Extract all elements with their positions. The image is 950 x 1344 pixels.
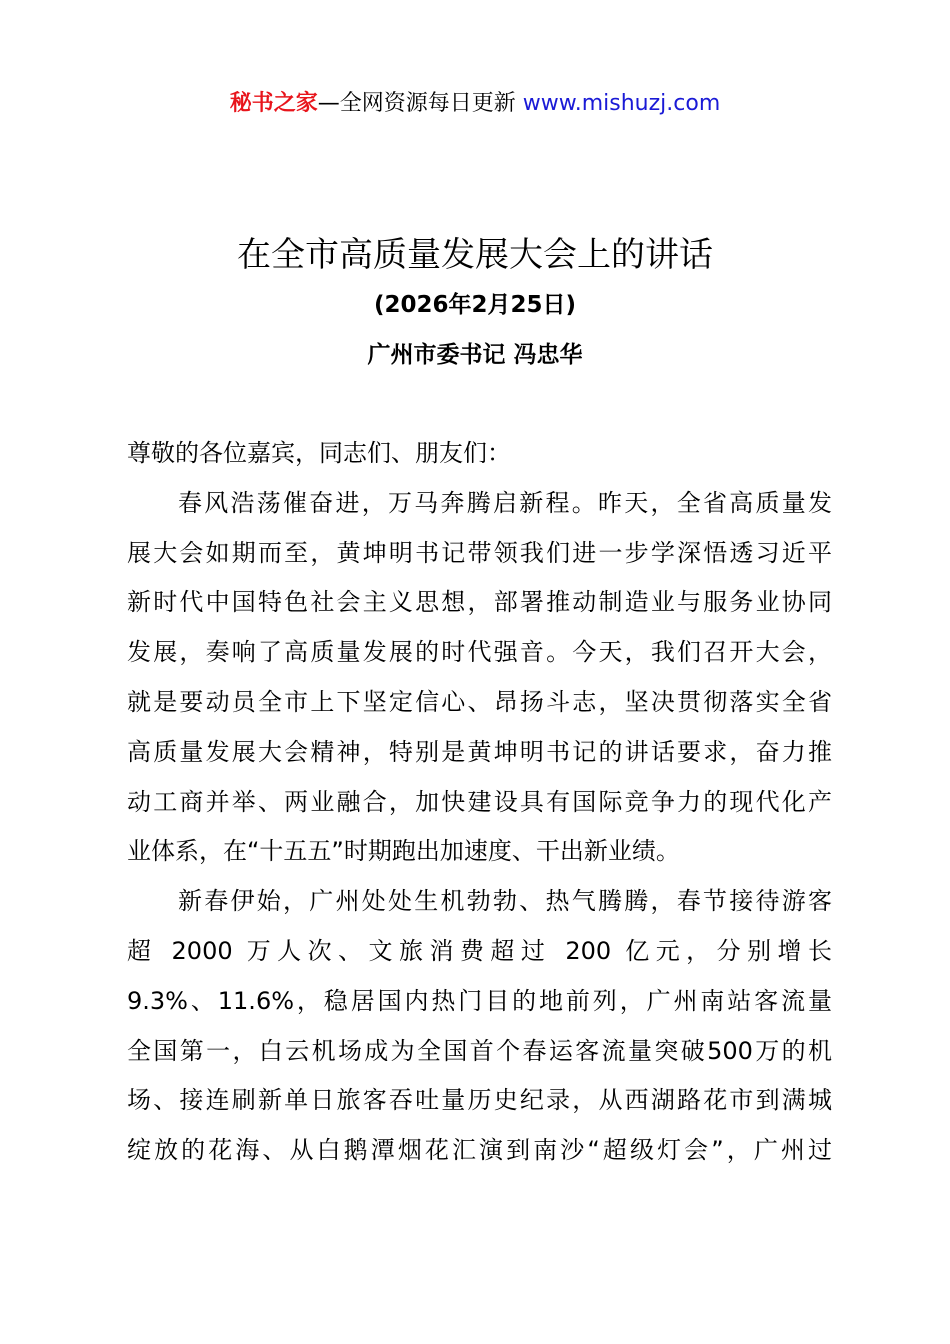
paragraph-line: 发展，奏响了高质量发展的时代强音。今天，我们召开大会， xyxy=(127,638,832,667)
document-date: (2026年2月25日) xyxy=(373,292,577,318)
paragraph-line: 超 2000 万人次、文旅消费超过 200 亿元，分别增长 xyxy=(127,936,832,965)
document-author: 广州市委书记 冯忠华 xyxy=(367,342,583,368)
paragraph-line: 场、接连刷新单日旅客吞吐量历史纪录，从西湖路花市到满城 xyxy=(127,1086,832,1115)
paragraph-line: 动工商并举、两业融合，加快建设具有国际竞争力的现代化产 xyxy=(127,787,832,816)
document-title: 在全市高质量发展大会上的讲话 xyxy=(237,235,713,275)
paragraph-line: 9.3%、11.6%，稳居国内热门目的地前列，广州南站客流量 xyxy=(127,986,832,1015)
paragraph-line: 就是要动员全市上下坚定信心、昂扬斗志，坚决贯彻落实全省 xyxy=(127,687,832,716)
salutation: 尊敬的各位嘉宾，同志们、朋友们： xyxy=(127,439,511,467)
brand-name: 秘书之家 xyxy=(229,91,318,116)
document-body xyxy=(127,435,832,1182)
paragraph-line: 展大会如期而至，黄坤明书记带领我们进一步学深悟透习近平 xyxy=(127,538,832,567)
paragraph-line: 绽放的花海、从白鹅潭烟花汇演到南沙“超级灯会”，广州过 xyxy=(127,1136,832,1165)
banner-tagline: —全网资源每日更新 xyxy=(317,91,523,116)
paragraph-line: 业体系，在“十五五”时期跑出加速度、干出新业绩。 xyxy=(127,837,680,866)
site-banner xyxy=(0,88,950,120)
paragraph-line: 春风浩荡催奋进，万马奔腾启新程。昨天，全省高质量发 xyxy=(178,488,832,517)
paragraph-line: 新春伊始，广州处处生机勃勃、热气腾腾，春节接待游客 xyxy=(178,887,832,916)
paragraph-line: 高质量发展大会精神，特别是黄坤明书记的讲话要求，奋力推 xyxy=(127,737,832,766)
site-url-link[interactable]: www.mishuzj.com xyxy=(522,91,721,116)
paragraph-line: 全国第一，白云机场成为全国首个春运客流量突破500万的机 xyxy=(127,1036,832,1065)
paragraph-line: 新时代中国特色社会主义思想，部署推动制造业与服务业协同 xyxy=(127,588,832,617)
